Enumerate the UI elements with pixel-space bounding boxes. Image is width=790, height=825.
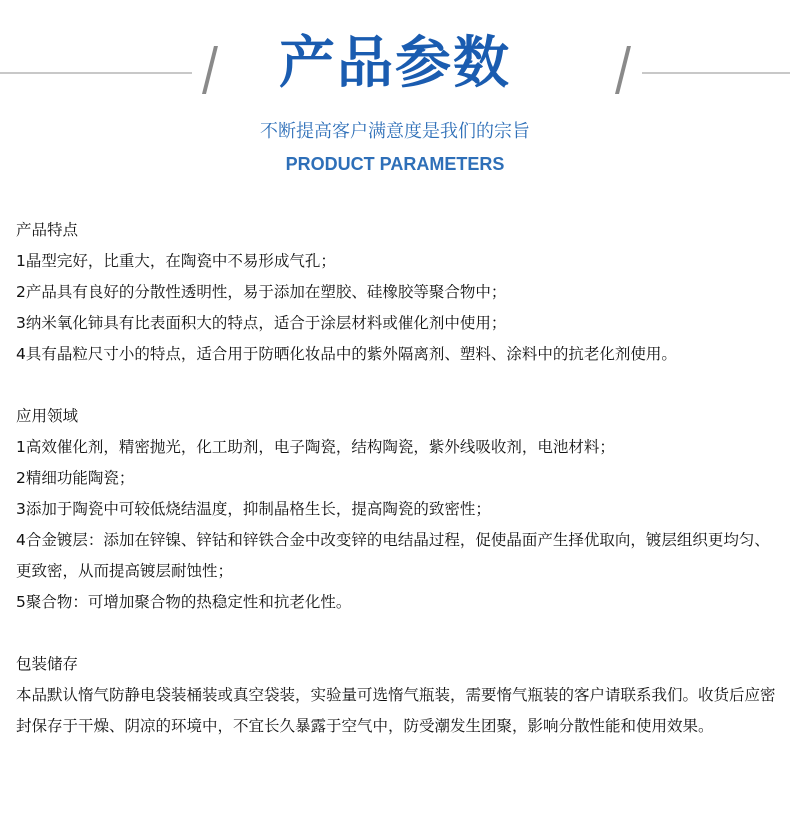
section-applications	[16, 401, 776, 618]
page-title: 产品参数	[279, 31, 511, 96]
application-item: 2精细功能陶瓷；	[16, 469, 135, 487]
section-features	[16, 215, 776, 370]
section-heading: 产品特点	[16, 221, 79, 239]
section-packaging	[16, 649, 776, 742]
feature-item: 2产品具有良好的分散性透明性，易于添加在塑胶、硅橡胶等聚合物中；	[16, 283, 507, 301]
feature-item: 4具有晶粒尺寸小的特点，适合用于防晒化妆品中的紫外隔离剂、塑料、涂料中的抗老化剂使用。	[16, 345, 677, 363]
section-header	[0, 0, 790, 200]
header-rule-right	[642, 72, 790, 74]
packaging-text: 本品默认惰气防静电袋装桶装或真空袋装，实验量可选惰气瓶装，需要惰气瓶装的客户请联系我们。收货后应密封保存于干燥、阴凉的环境中，不宜长久暴露于空气中，防受潮发生团聚，影响分散性能和使用效果。	[16, 686, 776, 735]
feature-item: 1晶型完好，比重大，在陶瓷中不易形成气孔；	[16, 252, 336, 270]
application-item: 5聚合物：可增加聚合物的热稳定性和抗老化性。	[16, 593, 352, 611]
subtitle-english: PRODUCT PARAMETERS	[285, 154, 505, 174]
subtitle-chinese: 不断提高客户满意度是我们的宗旨	[260, 121, 530, 142]
product-description	[16, 215, 776, 742]
application-item: 1高效催化剂，精密抛光，化工助剂，电子陶瓷，结构陶瓷，紫外线吸收剂，电池材料；	[16, 438, 615, 456]
application-item: 3添加于陶瓷中可较低烧结温度，抑制晶格生长，提高陶瓷的致密性；	[16, 500, 491, 518]
section-heading: 包装储存	[16, 655, 79, 673]
feature-item: 3纳米氧化铈具有比表面积大的特点，适合于涂层材料或催化剂中使用；	[16, 314, 507, 332]
application-item: 4合金镀层：添加在锌镍、锌钴和锌铁合金中改变锌的电结晶过程，促使晶面产生择优取向，镀层组织更均匀、更致密，从而提高镀层耐蚀性；	[16, 531, 770, 580]
section-heading: 应用领域	[16, 407, 79, 425]
